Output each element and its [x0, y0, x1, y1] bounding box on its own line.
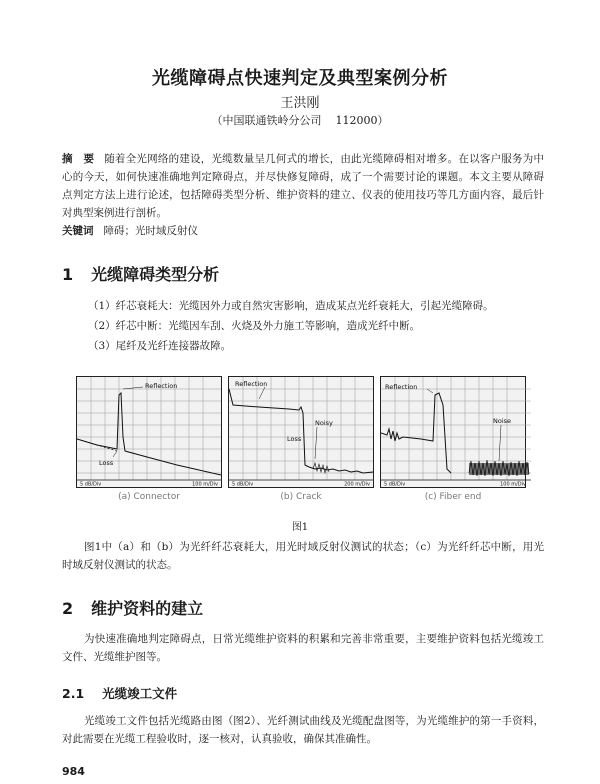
- section-2-1-title: 光缆竣工文件: [102, 686, 178, 701]
- range-label: 200 m/Div: [344, 481, 370, 487]
- label-noisy: Noisy: [315, 419, 333, 427]
- page-number: 984: [62, 765, 85, 778]
- label-loss: Loss: [287, 435, 302, 443]
- figure-panel-c: [380, 376, 526, 488]
- range-label: 100 m/Div: [500, 481, 526, 487]
- section-2-text: 为快速准确地判定障碍点，日常光缆维护资料的积累和完善非常重要，主要维护资料包括光缆竣工文件、光缆维护图等。: [62, 633, 544, 663]
- section-2-heading: [62, 596, 203, 619]
- list-item: （1）纤芯衰耗大：光缆因外力或自然灾害影响，造成某点光纤衰耗大，引起光缆障碍。: [88, 300, 494, 312]
- section-1-title: 光缆障碍类型分析: [91, 265, 220, 284]
- label-noise: Noise: [493, 417, 512, 425]
- affiliation: [0, 112, 600, 128]
- figure-description: 图1中（a）和（b）为光纤纤芯衰耗大，用光时域反射仪测试的状态；（c）为光纤纤芯中断，用光时域反射仪测试的状态。: [62, 541, 544, 571]
- section-2-1-number: 2.1: [62, 686, 85, 701]
- postal-code: 112000）: [335, 114, 389, 127]
- section-1-number: 1: [62, 265, 74, 284]
- abstract-text: 随着全光网络的建设，光缆数量呈几何式的增长，由此光缆障碍相对增多。在以客户服务为中心的今天，如何快速准确地判定障碍点，并尽快修复障碍，成了一个需要讨论的课题。本文主要从障碍点判定方法上进行论述，包括障碍类型分析、维护资料的建立、仪表的使用技巧等几方面内容，最后针对典型案例进行剖析。: [62, 153, 545, 219]
- list-item: （2）纤芯中断：光缆因车刮、火烧及外力施工等影响，造成光纤中断。: [88, 320, 421, 332]
- paper-title: 光缆障碍点快速判定及典型案例分析: [152, 68, 448, 89]
- otdr-trace-crack: [229, 377, 373, 487]
- label-reflection: Reflection: [145, 382, 178, 390]
- keywords-label: 关键词: [62, 225, 94, 237]
- section-2-1-heading: [62, 684, 177, 702]
- scale-label: 5 dB/Div: [232, 481, 254, 487]
- figure-caption-a: (a) Connector: [118, 492, 180, 502]
- section-1-heading: [62, 262, 219, 285]
- label-loss: Loss: [99, 459, 114, 467]
- label-reflection: Reflection: [385, 383, 418, 391]
- abstract-label: 摘 要: [62, 153, 95, 165]
- section-2-1-text: 光缆竣工文件包括光缆路由图（图2）、光纤测试曲线及光缆配盘图等，为光缆维护的第一手资料，对此需要在光缆工程验收时，逐一核对，认真验收，确保其准确性。: [62, 715, 544, 745]
- figure-caption-c: (c) Fiber end: [424, 492, 482, 502]
- scale-label: 5 dB/Div: [80, 481, 102, 487]
- range-label: 100 m/Div: [192, 481, 218, 487]
- list-item: （3）尾纤及光纤连接器故障。: [88, 340, 232, 352]
- section-2-number: 2: [62, 599, 74, 618]
- scale-label: 5 dB/Div: [384, 481, 406, 487]
- otdr-trace-fiber-end: [381, 377, 531, 487]
- keywords-text: 障碍；光时域反射仪: [103, 225, 198, 237]
- otdr-trace-connector: [77, 377, 221, 487]
- figure-panel-b: [228, 376, 374, 488]
- author-name: 王洪刚: [280, 96, 320, 111]
- figure-panel-a: [76, 376, 222, 488]
- label-reflection: Reflection: [235, 380, 268, 388]
- keywords: [62, 222, 544, 240]
- figure-1: [76, 376, 532, 502]
- figure-caption-b: (b) Crack: [280, 492, 322, 502]
- affiliation-name: （中国联通铁岭分公司: [211, 114, 322, 127]
- figure-label: 图1: [291, 522, 309, 533]
- abstract: [62, 150, 544, 222]
- section-2-title: 维护资料的建立: [91, 599, 204, 618]
